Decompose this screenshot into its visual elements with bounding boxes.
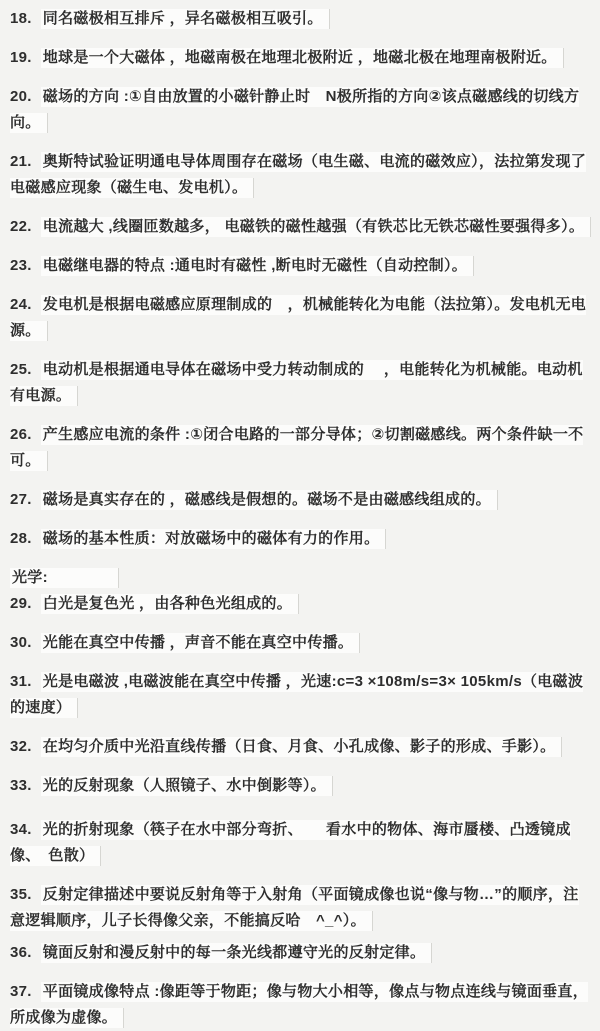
- item-number: 26.: [10, 426, 32, 443]
- item-number: 36.: [10, 944, 32, 961]
- item-text: 电磁继电器的特点 :通电时有磁性 ,断电时无磁性（自动控制）。: [41, 256, 474, 276]
- item-number: 21.: [10, 153, 32, 170]
- item-text: 产生感应电流的条件 :①闭合电路的一部分导体；②切割磁感线。两个条件缺一不可。: [10, 426, 584, 469]
- item-text: 白光是复色光 ，由各种色光组成的。: [41, 594, 299, 614]
- note-item-30: [10, 630, 592, 656]
- item-text: 磁场是真实存在的 ，磁感线是假想的。磁场不是由磁感线组成的。: [41, 490, 498, 510]
- item-number: 29.: [10, 595, 32, 612]
- item-number: 34.: [10, 821, 32, 838]
- note-item-26: [10, 422, 592, 474]
- item-number: 19.: [10, 49, 32, 66]
- item-number: 37.: [10, 983, 32, 1000]
- item-number: 25.: [10, 361, 32, 378]
- note-item-23: [10, 253, 592, 279]
- item-number: 22.: [10, 218, 32, 235]
- note-item-33: [10, 773, 592, 799]
- item-text: 光的折射现象（筷子在水中部分弯折、 看水中的物体、海市蜃楼、凸透镜成像、 色散）: [10, 821, 571, 864]
- note-item-34: [10, 817, 592, 869]
- item-text: 光能在真空中传播 ，声音不能在真空中传播。: [41, 633, 360, 653]
- item-text: 电动机是根据通电导体在磁场中受力转动制成的 ，电能转化为机械能。电动机有电源。: [10, 361, 583, 404]
- item-number: 23.: [10, 257, 32, 274]
- item-text: 磁场的基本性质：对放磁场中的磁体有力的作用。: [41, 529, 387, 549]
- note-item-31: [10, 669, 592, 721]
- item-text: 同名磁极相互排斥 ，异名磁极相互吸引。: [41, 9, 330, 29]
- item-text: 地球是一个大磁体 ，地磁南极在地理北极附近 ，地磁北极在地理南极附近。: [41, 48, 564, 68]
- item-number: 28.: [10, 530, 32, 547]
- note-item-19: [10, 45, 592, 71]
- note-item-37: [10, 979, 592, 1031]
- item-text: 磁场的方向 :①自由放置的小磁针静止时 N极所指的方向②该点磁感线的切线方向。: [10, 88, 580, 131]
- note-item-32: [10, 734, 592, 760]
- item-number: 24.: [10, 296, 32, 313]
- note-item-29: [10, 591, 592, 617]
- item-text: 奥斯特试验证明通电导体周围存在磁场（电生磁、电流的磁效应），法拉第发现了电磁感应现象（磁生电、发电机）。: [10, 153, 587, 196]
- item-text: 平面镜成像特点 :像距等于物距；像与物大小相等，像点与物点连线与镜面垂直，所成像为虚像。: [10, 983, 589, 1026]
- section-label-optics: 光学:: [10, 565, 592, 591]
- item-text: 反射定律描述中要说反射角等于入射角（平面镜成像也说“像与物…”的顺序，注意逻辑顺序，儿子长得像父亲，不能搞反哈 ^_^）。: [10, 886, 579, 929]
- note-item-20: [10, 84, 592, 136]
- item-number: 30.: [10, 634, 32, 651]
- item-number: 33.: [10, 777, 32, 794]
- item-text: 发电机是根据电磁感应原理制成的 ，机械能转化为电能（法拉第）。发电机无电源。: [10, 296, 587, 339]
- item-text: 在均匀介质中光沿直线传播（日食、月食、小孔成像、影子的形成、手影）。: [41, 737, 563, 757]
- note-item-35: [10, 882, 592, 934]
- item-number: 32.: [10, 738, 32, 755]
- note-item-36: [10, 940, 592, 966]
- item-text: 光是电磁波 ,电磁波能在真空中传播 ，光速:c=3 ×108m/s=3× 105km/s（电磁波的速度）: [10, 673, 584, 716]
- item-text: 光的反射现象（人照镜子、水中倒影等）。: [41, 776, 333, 796]
- note-item-18: [10, 6, 592, 32]
- note-item-25: [10, 357, 592, 409]
- note-item-22: [10, 214, 592, 240]
- item-number: 18.: [10, 10, 32, 27]
- note-item-28: [10, 526, 592, 552]
- note-item-27: [10, 487, 592, 513]
- item-text: 电流越大 ,线圈匝数越多， 电磁铁的磁性越强（有铁芯比无铁芯磁性要强得多）。: [41, 217, 591, 237]
- item-number: 35.: [10, 886, 32, 903]
- item-text: 镜面反射和漫反射中的每一条光线都遵守光的反射定律。: [41, 943, 433, 963]
- note-item-24: [10, 292, 592, 344]
- item-number: 27.: [10, 491, 32, 508]
- item-number: 31.: [10, 673, 32, 690]
- item-number: 20.: [10, 88, 32, 105]
- note-item-21: [10, 149, 592, 201]
